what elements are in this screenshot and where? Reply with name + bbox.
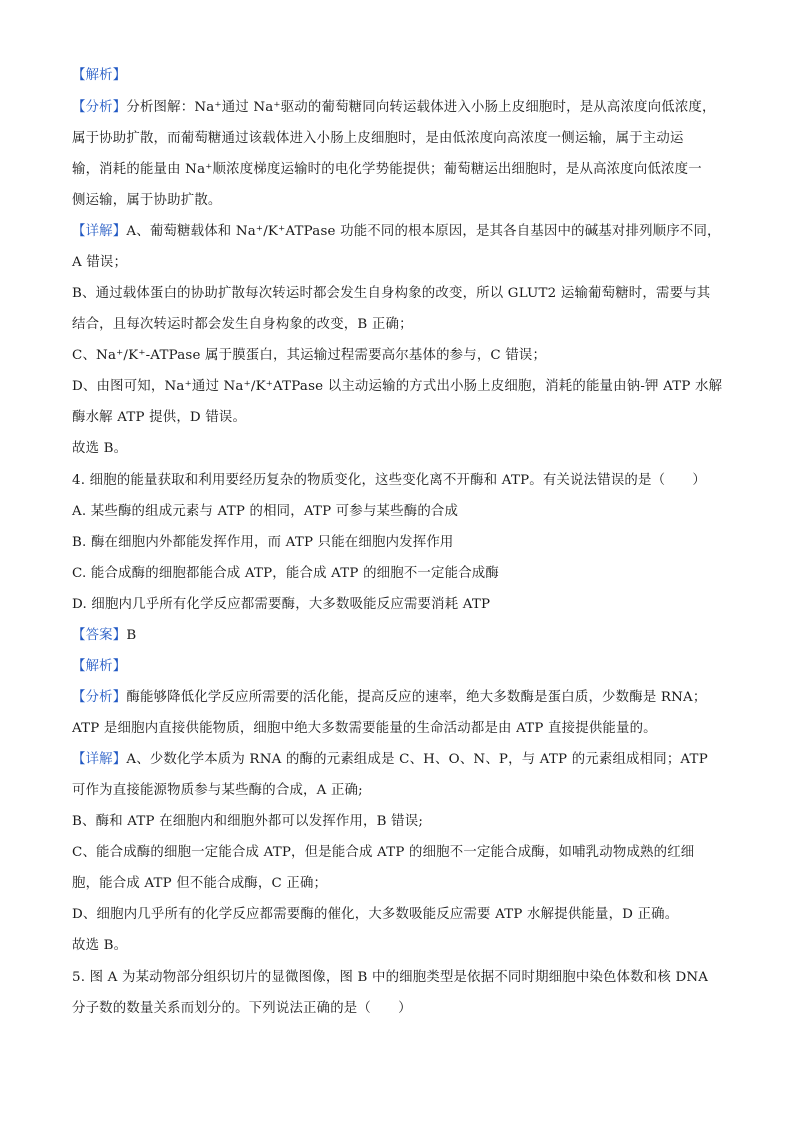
question-4-option-a: A. 某些酶的组成元素与 ATP 的相同，ATP 可参与某些酶的合成 bbox=[72, 504, 459, 519]
text-line: A 错误； bbox=[72, 255, 128, 270]
detail-text: A、少数化学本质为 RNA 的酶的元素组成是 C、H、O、N、P，与 ATP 的元素组成相同；ATP bbox=[126, 752, 708, 767]
text-line: D、细胞内几乎所有的化学反应都需要酶的催化，大多数吸能反应需要 ATP 水解提供能量，D 正确。 bbox=[72, 907, 679, 922]
section-heading-analysis: 【解析】 bbox=[72, 659, 127, 674]
text-line: 酶水解 ATP 提供，D 错误。 bbox=[72, 410, 247, 425]
analysis-tag: 【分析】 bbox=[72, 100, 127, 115]
text-line: C、能合成酶的细胞一定能合成 ATP，但是能合成 ATP 的细胞不一定能合成酶，如哺乳动物成熟的红细 bbox=[72, 845, 695, 860]
conclusion-line: 故选 B。 bbox=[72, 441, 128, 456]
answer-tag: 【答案】 bbox=[72, 628, 127, 643]
analysis-text: 酶能够降低化学反应所需要的活化能，提高反应的速率，绝大多数酶是蛋白质，少数酶是 RNA； bbox=[126, 690, 707, 705]
text-line: C、Na⁺/K⁺-ATPase 属于膜蛋白，其运输过程需要高尔基体的参与，C 错误； bbox=[72, 348, 547, 363]
answer-value: B bbox=[126, 628, 137, 643]
text-line: B、通过载体蛋白的协助扩散每次转运时都会发生自身构象的改变，所以 GLUT2 运输葡萄糖时，需要与其 bbox=[72, 286, 711, 301]
answer-line bbox=[72, 626, 722, 646]
section-heading-analysis: 【解析】 bbox=[72, 68, 127, 83]
detail-paragraph bbox=[72, 222, 722, 242]
question-4-option-b: B. 酶在细胞内外都能发挥作用，而 ATP 只能在细胞内发挥作用 bbox=[72, 535, 454, 550]
detail-paragraph bbox=[72, 750, 722, 770]
question-4-option-c: C. 能合成酶的细胞都能合成 ATP，能合成 ATP 的细胞不一定能合成酶 bbox=[72, 566, 499, 581]
text-line: 胞，能合成 ATP 但不能合成酶，C 正确； bbox=[72, 876, 328, 891]
text-line: 结合，且每次转运时都会发生自身构象的改变，B 正确； bbox=[72, 317, 413, 332]
analysis-text: 分析图解：Na⁺通过 Na⁺驱动的葡萄糖同向转运载体进入小肠上皮细胞时，是从高浓度向低浓度， bbox=[126, 100, 716, 115]
question-5-stem: 5. 图 A 为某动物部分组织切片的显微图像，图 B 中的细胞类型是依据不同时期细胞中染色体数和核 DNA bbox=[72, 970, 709, 985]
question-4-stem: 4. 细胞的能量获取和利用要经历复杂的物质变化，这些变化离不开酶和 ATP。有关说法错误的是（ ） bbox=[72, 473, 706, 488]
detail-text: A、葡萄糖载体和 Na⁺/K⁺ATPase 功能不同的根本原因，是其各自基因中的碱基对排列顺序不同， bbox=[126, 224, 721, 239]
text-line: 分子数的数量关系而划分的。下列说法正确的是（ ） bbox=[72, 1001, 412, 1016]
text-line: 输，消耗的能量由 Na⁺顺浓度梯度运输时的电化学势能提供；葡萄糖运出细胞时，是从高浓度向低浓度一 bbox=[72, 162, 702, 177]
analysis-paragraph bbox=[72, 98, 722, 118]
text-line: 属于协助扩散，而葡萄糖通过该载体进入小肠上皮细胞时，是由低浓度向高浓度一侧运输，属于主动运 bbox=[72, 131, 684, 146]
detail-tag: 【详解】 bbox=[72, 752, 127, 767]
detail-tag: 【详解】 bbox=[72, 224, 127, 239]
text-line: D、由图可知，Na⁺通过 Na⁺/K⁺ATPase 以主动运输的方式出小肠上皮细胞，消耗的能量由钠-钾 ATP 水解 bbox=[72, 379, 723, 394]
analysis-tag: 【分析】 bbox=[72, 690, 127, 705]
text-line: 可作为直接能源物质参与某些酶的合成，A 正确; bbox=[72, 783, 363, 798]
conclusion-line: 故选 B。 bbox=[72, 938, 128, 953]
question-4-option-d: D. 细胞内几乎所有化学反应都需要酶，大多数吸能反应需要消耗 ATP bbox=[72, 597, 491, 612]
text-line: 侧运输，属于协助扩散。 bbox=[72, 193, 222, 208]
text-line: ATP 是细胞内直接供能物质，细胞中绝大多数需要能量的生命活动都是由 ATP 直接提供能量的。 bbox=[72, 721, 657, 736]
text-line: B、酶和 ATP 在细胞内和细胞外都可以发挥作用，B 错误; bbox=[72, 814, 424, 829]
analysis-paragraph bbox=[72, 688, 722, 708]
